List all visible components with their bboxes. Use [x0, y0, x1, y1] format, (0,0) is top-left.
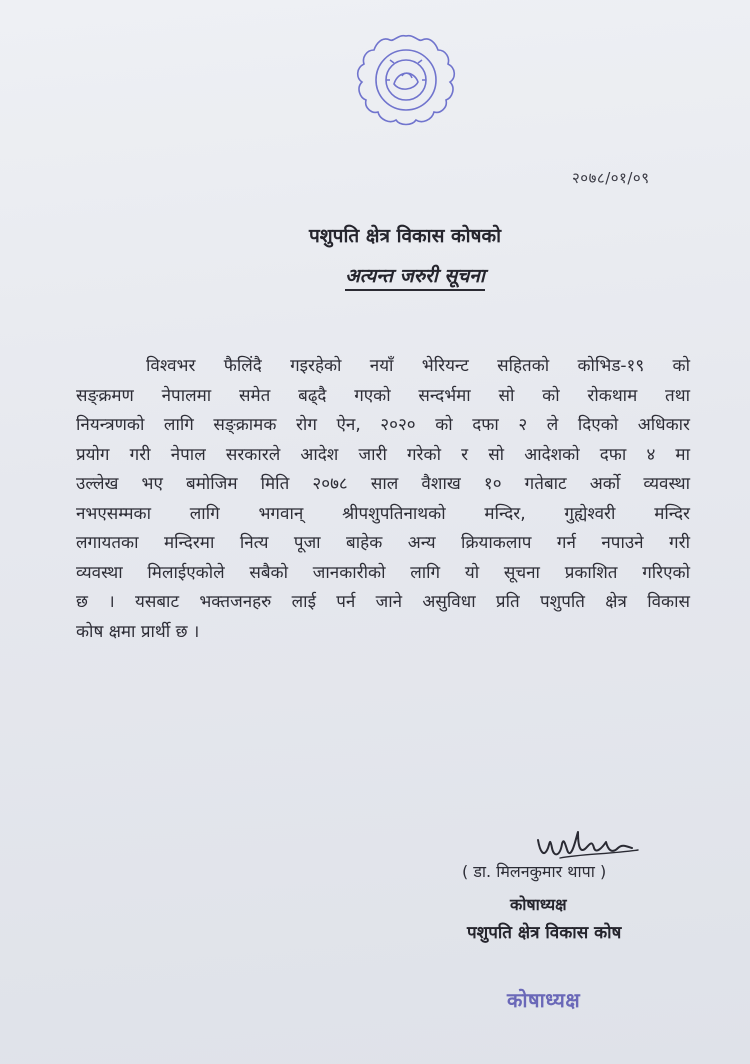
notice-heading-text: अत्यन्त जरुरी सूचना — [345, 265, 485, 291]
organization-seal-icon — [352, 30, 460, 130]
signatory-name: ( डा. मिलनकुमार थापा ) — [462, 862, 607, 881]
signatory-title: कोषाध्यक्ष — [510, 895, 567, 914]
notice-heading — [0, 262, 750, 288]
body-line: उल्लेख भए बमोजिम मिति २०७८ साल वैशाख १० गतेबाट अर्को व्यवस्था — [76, 474, 690, 494]
signatory-organization: पशुपति क्षेत्र विकास कोष — [467, 923, 622, 943]
body-line: नियन्त्रणको लागि सङ्क्रामक रोग ऐन, २०२० को दफा २ ले दिएको अधिकार — [76, 415, 690, 435]
body-line: विश्वभर फैलिंदै गइरहेको नयाँ भेरियन्ट सहितको कोभिड-१९ को — [146, 356, 690, 376]
body-line: सङ्क्रमण नेपालमा समेत बढ्दै गएको सन्दर्भमा सो को रोकथाम तथा — [76, 385, 690, 406]
body-line: छ । यसबाट भक्तजनहरु लाई पर्न जाने असुविधा प्रति पशुपति क्षेत्र विकास — [76, 592, 690, 612]
body-line: कोष क्षमा प्रार्थी छ । — [76, 621, 200, 642]
letter-date: २०७८/०१/०९ — [572, 169, 650, 187]
body-line: नभएसम्मका लागि भगवान् श्रीपशुपतिनाथको मन्दिर, गुह्येश्वरी मन्दिर — [76, 503, 690, 524]
designation-stamp: कोषाध्यक्ष — [507, 988, 581, 1012]
body-line: व्यवस्था मिलाईएकोले सबैको जानकारीको लागि यो सूचना प्रकाशित गरिएको — [76, 562, 690, 583]
organization-heading: पशुपति क्षेत्र विकास कोषको — [308, 225, 502, 247]
notice-body — [76, 352, 690, 647]
body-line: लगायतका मन्दिरमा नित्य पूजा बाहेक अन्य क्रियाकलाप गर्न नपाउने गरी — [76, 533, 690, 553]
body-line: प्रयोग गरी नेपाल सरकारले आदेश जारी गरेको र सो आदेशको दफा ४ मा — [76, 444, 690, 465]
